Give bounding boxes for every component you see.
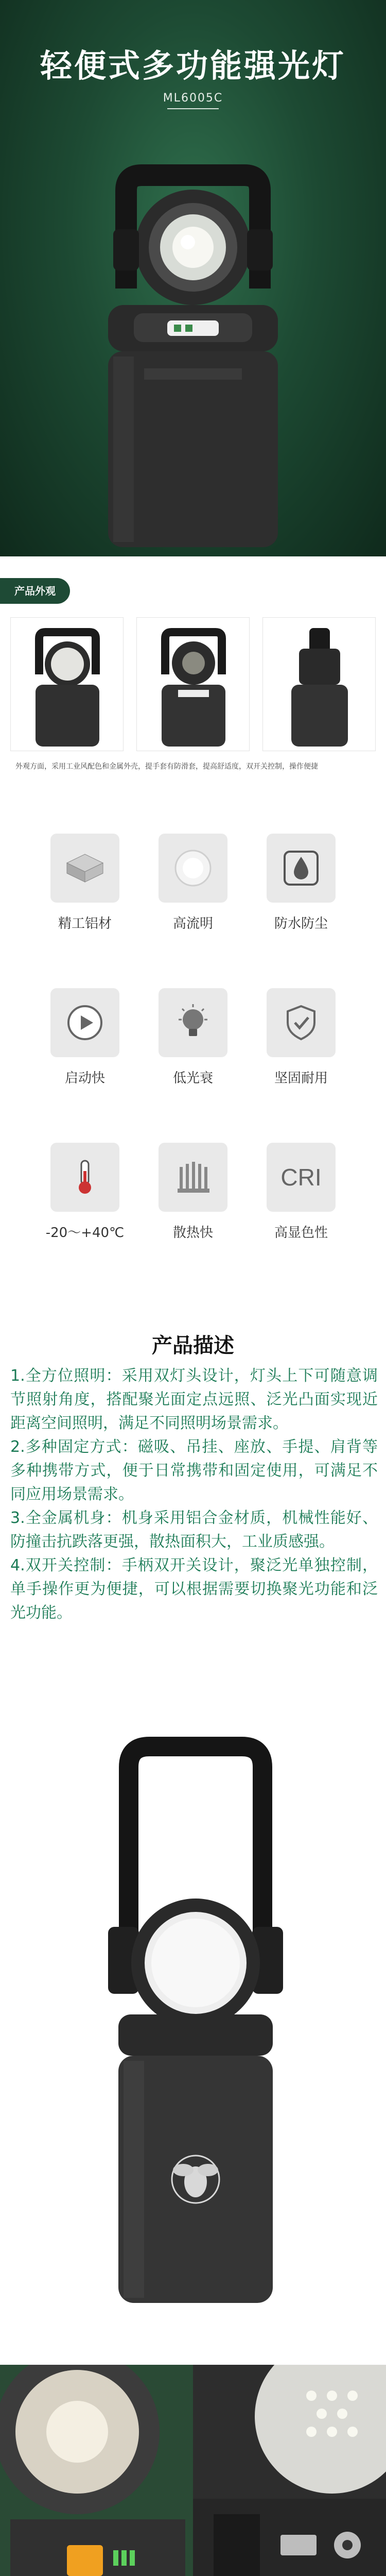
- feature-label: 高流明: [172, 916, 213, 931]
- description-title: 产品描述: [152, 1334, 234, 1358]
- hero-banner: [0, 0, 386, 556]
- bright-circle-icon: [159, 834, 227, 903]
- feature-label: -20～+40℃: [45, 1225, 125, 1241]
- product-title: 轻便式多功能强光灯: [40, 47, 346, 84]
- appearance-front-view: [10, 617, 124, 751]
- feature-item: [31, 824, 139, 979]
- detail-photo-lens: [0, 2365, 193, 2576]
- feature-label: 低光衰: [172, 1071, 213, 1086]
- feature-item: [31, 979, 139, 1133]
- description-item: 1.全方位照明：采用双灯头设计，灯头上下可随意调节照射角度，搭配聚光面定点远照、泛光凸面实现近距离空间照明，满足不同照明场景需求。: [10, 1367, 378, 1432]
- appearance-images: [10, 617, 376, 751]
- appearance-caption: 外观方面，采用工业风配色和金属外壳，提手套有防滑套，提高舒适度，双开关控制，操作便捷: [15, 762, 318, 771]
- shield-icon: [267, 988, 336, 1057]
- play-icon: [50, 988, 119, 1057]
- feature-item: [247, 824, 355, 979]
- feature-label: 坚固耐用: [274, 1071, 328, 1086]
- description-item: 2.多种固定方式：磁吸、吊挂、座放、手提、肩背等多种携带方式，便于日常携带和固定使用，可满足不同应用场景需求。: [10, 1438, 378, 1503]
- light-bulb-icon: [159, 988, 227, 1057]
- appearance-angle-view: [136, 617, 250, 751]
- feature-label: 启动快: [64, 1071, 105, 1086]
- description-item: 3.全金属机身：机身采用铝合金材质，机械性能好、防撞击抗跌落更强，散热面积大，工业质感强。: [10, 1509, 378, 1551]
- description-body: [10, 1364, 378, 1625]
- appearance-side-view: [262, 617, 376, 751]
- heat-sink-icon: [159, 1143, 227, 1212]
- feature-item: [247, 1133, 355, 1288]
- appearance-section: [0, 556, 386, 793]
- feature-label: 精工铝材: [58, 916, 112, 931]
- feature-item: [31, 1133, 139, 1288]
- title-divider: [167, 108, 219, 109]
- feature-item: [139, 979, 247, 1133]
- feature-label: 防水防尘: [274, 916, 328, 931]
- feature-item: [139, 1133, 247, 1288]
- description-item: 4.双开关控制：手柄双开关设计，聚泛光单独控制，单手操作更为便捷，可以根据需要切换聚光功能和泛光功能。: [10, 1556, 378, 1622]
- thermometer-icon: [50, 1143, 119, 1212]
- appearance-tag: 产品外观: [0, 578, 70, 604]
- feature-label: 散热快: [172, 1225, 213, 1241]
- water-drop-icon: [267, 834, 336, 903]
- product-model: ML6005C: [163, 92, 223, 105]
- feature-grid: [31, 824, 355, 1298]
- product-photo: [0, 1726, 386, 2365]
- detail-photo-section: [0, 2365, 386, 2576]
- feature-item: [139, 824, 247, 979]
- description-section: [0, 1324, 386, 1726]
- cri-icon: [267, 1143, 336, 1212]
- aluminum-block-icon: [50, 834, 119, 903]
- feature-label: 高显色性: [274, 1225, 328, 1241]
- features-section: [0, 793, 386, 1324]
- detail-photo-port: [193, 2365, 386, 2576]
- product-photo-section: [0, 1726, 386, 2365]
- cri-icon-text: CRI: [280, 1164, 322, 1191]
- feature-item: [247, 979, 355, 1133]
- hero-lamp-image: [82, 118, 304, 556]
